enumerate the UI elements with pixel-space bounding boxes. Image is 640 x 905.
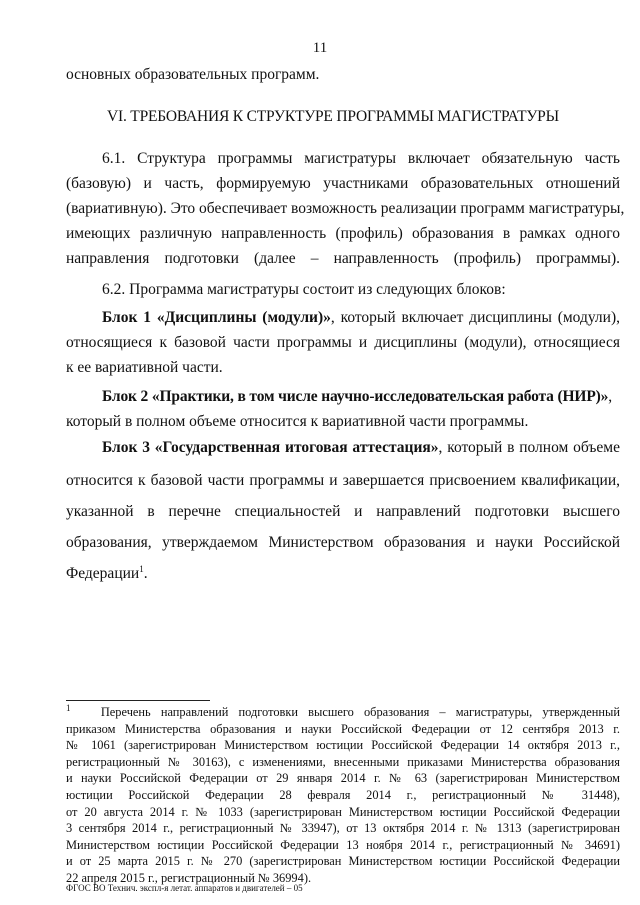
text-line: (вариативную). Это обеспечивает возможность реализации программ магистратуры, xyxy=(66,200,625,217)
footnote-line: регистрационный № 30163), с изменениями, внесенными приказами Министерства образования xyxy=(66,754,620,769)
text-line: 6.2. Программа магистратуры состоит из следующих блоков: xyxy=(102,281,506,298)
text-line: Блок 2 «Практики, в том числе научно-исследовательская работа (НИР)», xyxy=(102,388,612,405)
block-1-paragraph xyxy=(66,305,620,380)
footnote-line: и от 25 марта 2015 г. № 270 (зарегистрирован Министерством юстиции Российской Федерации xyxy=(66,854,620,869)
paragraph-6-1 xyxy=(66,146,625,271)
block-1-title: Блок 1 «Дисциплины (модули)» xyxy=(102,309,331,326)
footnote-line: приказом Министерства образования и науки Российской Федерации от 12 сентября 2013 г. xyxy=(66,721,620,736)
text-line: относящиеся к базовой части программы и дисциплины (модули), относящиеся xyxy=(66,334,620,351)
text-line: который в полном объеме относится к вариативной части программы. xyxy=(66,413,529,430)
page-footer: ФГОС ВО Технич. экспл-я летат. аппаратов и двигателей – 05 xyxy=(66,883,303,893)
footnote-line: $^1$ Перечень направлений подготовки высшего образования – магистратуры, утвержденный xyxy=(66,702,620,719)
footnote xyxy=(66,704,620,887)
block-3-paragraph xyxy=(66,435,620,460)
text-line: к ее вариативной части. xyxy=(66,359,223,376)
footnote-ref[interactable]: 1 xyxy=(139,563,144,574)
text-line: образования, утверждаемом Министерством образования и науки Российской xyxy=(66,534,620,551)
footnote-divider xyxy=(66,700,210,701)
block-2-paragraph xyxy=(66,384,620,434)
text-line: Федерации$^1$. xyxy=(66,563,148,582)
text-line: относится к базовой части программы и завершается присвоением квалификации, xyxy=(66,472,620,489)
paragraph-6-2 xyxy=(66,277,620,302)
text-line: (базовую) и часть, формируемую участниками образовательных отношений xyxy=(66,175,620,192)
text-line: указанной в перечне специальностей и направлений подготовки высшего xyxy=(66,503,620,520)
section-heading: VI. ТРЕБОВАНИЯ К СТРУКТУРЕ ПРОГРАММЫ МАГИСТРАТУРЫ xyxy=(107,108,559,125)
footnote-line: от 20 августа 2014 г. № 1033 (зарегистрирован Министерством юстиции Российской Федерации xyxy=(66,804,620,819)
text-line: основных образовательных программ. xyxy=(66,66,320,83)
block-2-title: Блок 2 «Практики, в том числе научно-исследовательская работа (НИР)» xyxy=(102,388,609,405)
footnote-line: Министерством юстиции Российской Федерации 13 ноября 2014 г., регистрационный № 34691) xyxy=(66,837,620,852)
text-line: 6.1. Структура программы магистратуры включает обязательную часть xyxy=(102,150,620,167)
block-3-title: Блок 3 «Государственная итоговая аттестация» xyxy=(102,439,439,456)
footnote-line: 22 апреля 2015 г., регистрационный № 36994). xyxy=(66,870,312,885)
intro-line xyxy=(66,62,620,87)
footnote-line: 3 сентября 2014 г., регистрационный № 33947), от 13 октября 2014 г. № 1313 (зарегистрирован xyxy=(66,821,620,836)
footnote-line: юстиции Российской Федерации 28 февраля 2014 г., регистрационный № 31448), xyxy=(66,787,620,802)
page-number: 11 xyxy=(312,40,328,56)
block-3-continuation xyxy=(66,465,620,589)
text-line: имеющих различную направленность (профиль) образования в рамках одного xyxy=(66,225,620,242)
footnote-line: и науки Российской Федерации от 29 января 2014 г. № 63 (зарегистрирован Министерством xyxy=(66,771,620,786)
footnote-mark: 1 xyxy=(66,702,71,713)
footnote-line: № 1061 (зарегистрирован Министерством юстиции Российской Федерации 14 октября 2013 г., xyxy=(66,738,620,753)
text-line: направления подготовки (далее – направленность (профиль) программы). xyxy=(66,250,620,267)
text-line: Блок 1 «Дисциплины (модули)», который включает дисциплины (модули), xyxy=(102,309,620,326)
text-line: Блок 3 «Государственная итоговая аттестация», который в полном объеме xyxy=(102,439,620,456)
